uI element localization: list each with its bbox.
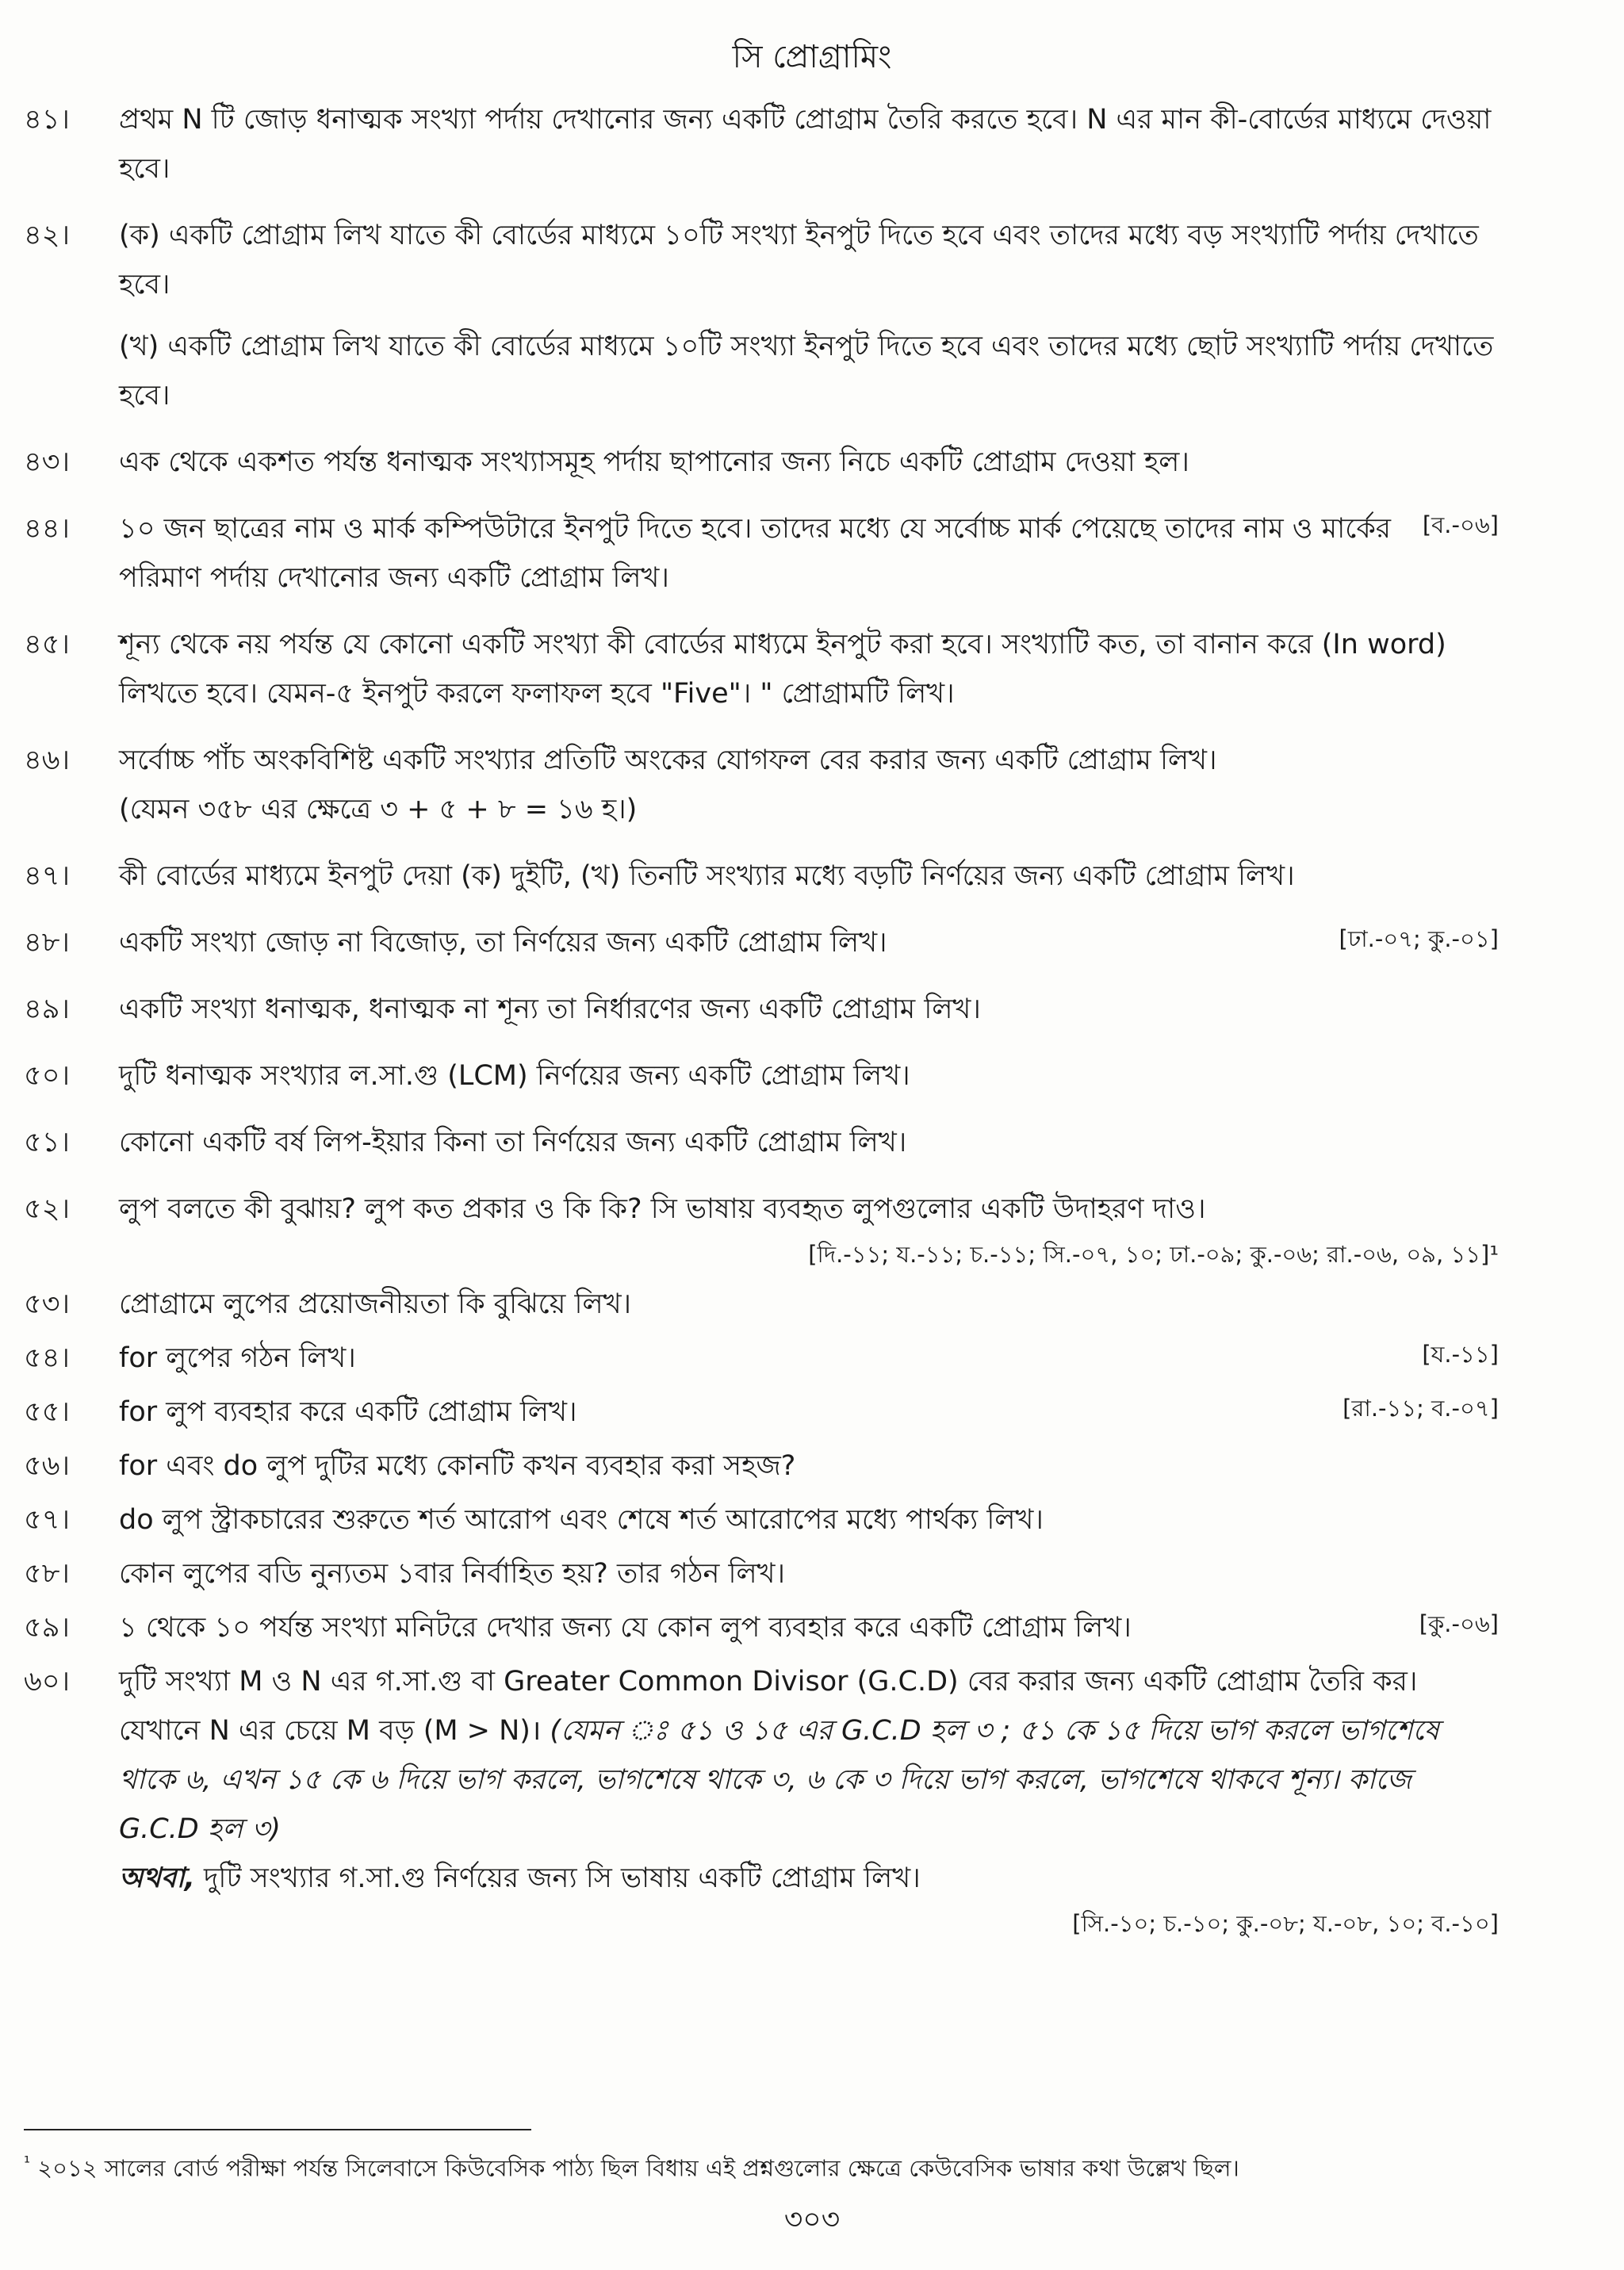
question-number: ৫০। (24, 1060, 70, 1092)
question-number: ৪২। (24, 220, 70, 251)
question-text: কোনো একটি বর্ষ লিপ-ইয়ার কিনা তা নির্ণয়ের জন্য একটি প্রোগ্রাম লিখ। (119, 1127, 907, 1158)
question-number: ৪৭। (24, 860, 70, 892)
question-54 (24, 1334, 1499, 1383)
source-reference: [ব.-০৬] (1422, 511, 1499, 538)
question-number: ৪১। (24, 104, 70, 136)
question-text: ১ থেকে ১০ পর্যন্ত সংখ্যা মনিটরে দেখার জন্য যে কোন লুপ ব্যবহার করে একটি প্রোগ্রাম লিখ। (119, 1612, 1132, 1644)
source-reference: [সি.-১০; চ.-১০; কু.-০৮; য.-০৮, ১০; ব.-১০] (1072, 1910, 1499, 1937)
question-text: একটি সংখ্যা জোড় না বিজোড়, তা নির্ণয়ের জন্য একটি প্রোগ্রাম লিখ। (119, 927, 887, 959)
question-55 (24, 1388, 1499, 1437)
question-49 (24, 985, 1499, 1034)
question-text: দুটি সংখ্যা M ও N এর গ.সা.গু বা Greater Common Divisor (G.C.D) বের করার জন্য একটি প্রোগ্রাম তৈরি কর। যেখানে N এর চেয়ে M বড় (M > N)। (119, 1666, 1418, 1747)
question-text: ১০ জন ছাত্রের নাম ও মার্ক কম্পিউটারে ইনপুট দিতে হবে। তাদের মধ্যে যে সর্বোচ্চ মার্ক পেয়েছে তাদের নাম ও মার্কের পরিমাণ পর্দায় দেখানোর জন্য একটি প্রোগ্রাম লিখ। (119, 513, 1392, 594)
source-reference: [য.-১১] (1422, 1341, 1499, 1368)
question-number: ৬০। (24, 1666, 71, 1698)
question-43 (24, 438, 1499, 487)
question-58 (24, 1549, 1499, 1598)
question-number: ৪৬। (24, 745, 70, 776)
page-number: ৩০৩ (783, 2203, 841, 2236)
question-56 (24, 1441, 1499, 1491)
question-number: ৫৪। (24, 1342, 70, 1374)
source-reference: [দি.-১১; য.-১১; চ.-১১; সি.-০৭, ১০; ঢা.-০৯; কু.-০৬; রা.-০৬, ০৯, ১১]¹ (808, 1241, 1499, 1268)
question-number: ৪৪। (24, 513, 70, 545)
question-number: ৫৫। (24, 1396, 70, 1428)
footnote-mark: ¹ (24, 2153, 31, 2172)
question-text: for এবং do লুপ দুটির মধ্যে কোনটি কখন ব্যবহার করা সহজ? (119, 1450, 796, 1482)
ortoba-text: দুটি সংখ্যার গ.সা.গু নির্ণয়ের জন্য সি ভাষায় একটি প্রোগ্রাম লিখ। (204, 1862, 921, 1894)
footnote (24, 2145, 1515, 2186)
ortoba-label: অথবা, (119, 1862, 195, 1894)
question-52 (24, 1185, 1499, 1275)
source-reference: [ঢা.-০৭; কু.-০১] (1339, 925, 1499, 952)
question-48 (24, 918, 1499, 967)
question-41 (24, 95, 1499, 193)
question-number: ৪৮। (24, 927, 70, 959)
question-44 (24, 504, 1499, 603)
question-text: লুপ বলতে কী বুঝায়? লুপ কত প্রকার ও কি কি? সি ভাষায় ব্যবহৃত লুপগুলোর একটি উদাহরণ দাও। (119, 1193, 1206, 1225)
page-title: সি প্রোগ্রামিং (732, 39, 892, 75)
question-text: এক থেকে একশত পর্যন্ত ধনাত্মক সংখ্যাসমূহ পর্দায় ছাপানোর জন্য নিচে একটি প্রোগ্রাম দেওয়া হল। (119, 446, 1189, 478)
question-57 (24, 1495, 1499, 1545)
question-number: ৪৯। (24, 993, 70, 1025)
question-part-b: (খ) একটি প্রোগ্রাম লিখ যাতে কী বোর্ডের মাধ্যমে ১০টি সংখ্যা ইনপুট দিতে হবে এবং তাদের মধ্যে ছোট সংখ্যাটি পর্দায় দেখাতে হবে। (119, 331, 1494, 412)
question-number: ৫৭। (24, 1504, 70, 1536)
question-number: ৫৩। (24, 1288, 70, 1320)
question-45 (24, 620, 1499, 718)
question-part-a: (ক) একটি প্রোগ্রাম লিখ যাতে কী বোর্ডের মাধ্যমে ১০টি সংখ্যা ইনপুট দিতে হবে এবং তাদের মধ্যে বড় সংখ্যাটি পর্দায় দেখাতে হবে। (119, 220, 1479, 300)
question-example: (যেমন ঃ ৫১ ও ১৫ এর G.C.D হল ৩ ; ৫১ কে ১৫ দিয়ে ভাগ করলে ভাগশেষে থাকে ৬, এখন ১৫ কে ৬ দিয়ে ভাগ করলে, ভাগশেষে থাকে ৩, ৬ কে ৩ দিয়ে ভাগ করলে, ভাগশেষে থাকবে শূন্য। কাজে G.C.D হল ৩) (119, 1715, 1439, 1845)
question-46 (24, 736, 1499, 834)
question-number: ৫৯। (24, 1612, 70, 1644)
question-text: do লুপ স্ট্রাকচারের শুরুতে শর্ত আরোপ এবং শেষে শর্ত আরোপের মধ্যে পার্থক্য লিখ। (119, 1504, 1044, 1536)
question-example: (যেমন ৩৫৮ এর ক্ষেত্রে ৩ + ৫ + ৮ = ১৬ হ।) (119, 794, 638, 825)
question-59 (24, 1603, 1499, 1652)
question-50 (24, 1051, 1499, 1101)
question-text: সর্বোচ্চ পাঁচ অংকবিশিষ্ট একটি সংখ্যার প্রতিটি অংকের যোগফল বের করার জন্য একটি প্রোগ্রাম লিখ। (119, 745, 1217, 776)
footnote-text: ২০১২ সালের বোর্ড পরীক্ষা পর্যন্ত সিলেবাসে কিউবেসিক পাঠ্য ছিল বিধায় এই প্রশ্নগুলোর ক্ষেত্রে কেউবেসিক ভাষার কথা উল্লেখ ছিল। (37, 2154, 1239, 2182)
question-53 (24, 1280, 1499, 1329)
question-text: শূন্য থেকে নয় পর্যন্ত যে কোনো একটি সংখ্যা কী বোর্ডের মাধ্যমে ইনপুট করা হবে। সংখ্যাটি কত, তা বানান করে (In word) লিখতে হবে। যেমন-৫ ইনপুট করলে ফলাফল হবে "Five"। " প্রোগ্রামটি লিখ। (119, 629, 1446, 710)
question-text: দুটি ধনাত্মক সংখ্যার ল.সা.গু (LCM) নির্ণয়ের জন্য একটি প্রোগ্রাম লিখ। (119, 1060, 910, 1092)
footnote-divider (24, 2129, 531, 2130)
question-number: ৫৬। (24, 1450, 70, 1482)
question-number: ৫৮। (24, 1558, 70, 1590)
question-list (24, 95, 1499, 1962)
source-reference: [কু.-০৬] (1419, 1610, 1499, 1637)
question-60 (24, 1657, 1499, 1944)
question-47 (24, 852, 1499, 901)
question-text: for লুপের গঠন লিখ। (119, 1342, 356, 1374)
question-text: একটি সংখ্যা ধনাত্মক, ধনাত্মক না শূন্য তা নির্ধারণের জন্য একটি প্রোগ্রাম লিখ। (119, 993, 981, 1025)
question-text: কী বোর্ডের মাধ্যমে ইনপুট দেয়া (ক) দুইটি, (খ) তিনটি সংখ্যার মধ্যে বড়টি নির্ণয়ের জন্য একটি প্রোগ্রাম লিখ। (119, 860, 1295, 892)
question-number: ৪৩। (24, 446, 70, 478)
question-text: প্রোগ্রামে লুপের প্রয়োজনীয়তা কি বুঝিয়ে লিখ। (119, 1288, 632, 1320)
question-number: ৫১। (24, 1127, 70, 1158)
question-42 (24, 211, 1499, 420)
question-51 (24, 1118, 1499, 1167)
question-number: ৫২। (24, 1193, 70, 1225)
question-number: ৪৫। (24, 629, 70, 660)
source-reference: [রা.-১১; ব.-০৭] (1342, 1395, 1499, 1422)
question-text: কোন লুপের বডি নুন্যতম ১বার নির্বাহিত হয়? তার গঠন লিখ। (119, 1558, 786, 1590)
question-text: প্রথম N টি জোড় ধনাত্মক সংখ্যা পর্দায় দেখানোর জন্য একটি প্রোগ্রাম তৈরি করতে হবে। N এর মান কী-বোর্ডের মাধ্যমে দেওয়া হবে। (119, 104, 1492, 185)
question-text: for লুপ ব্যবহার করে একটি প্রোগ্রাম লিখ। (119, 1396, 577, 1428)
